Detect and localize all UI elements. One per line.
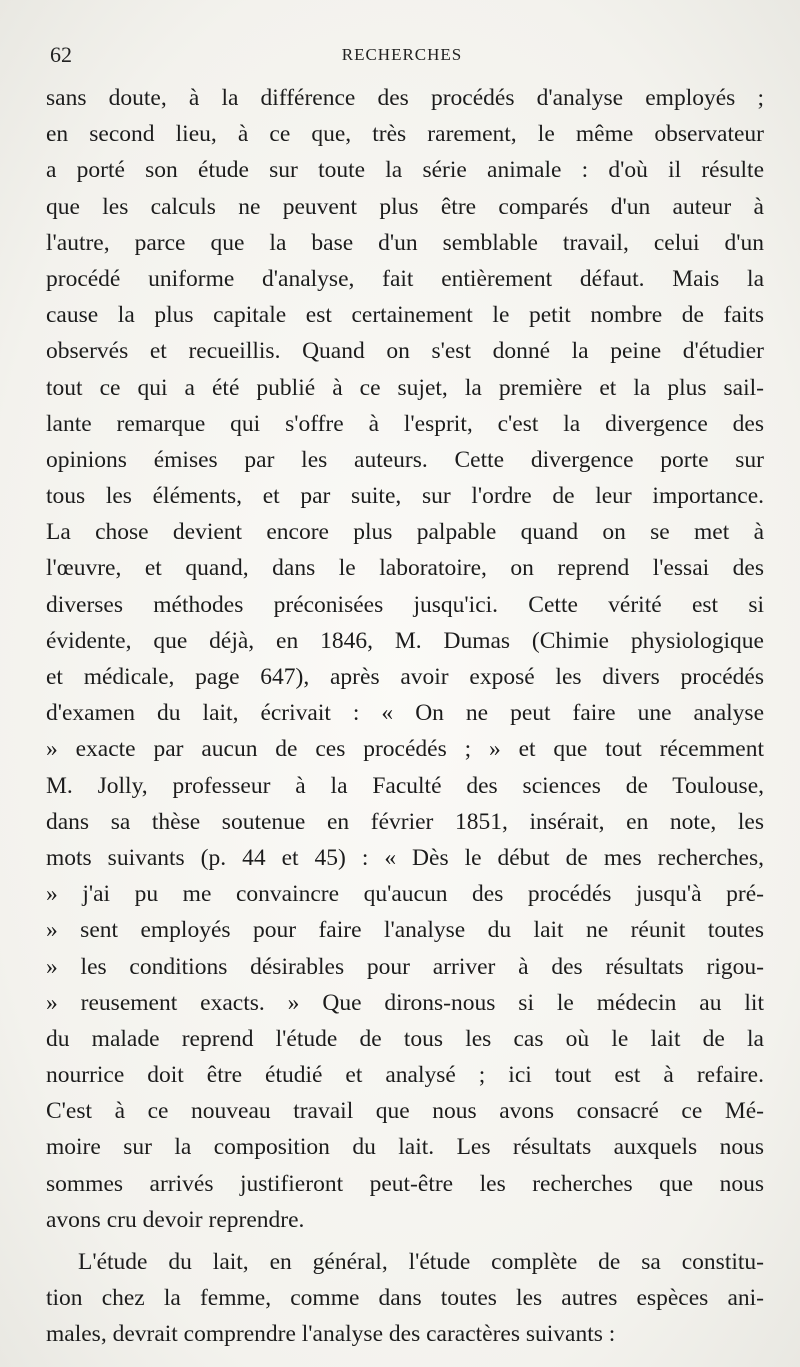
text-line: » sent employés pour faire l'analyse du lait ne réunit toutes bbox=[46, 917, 764, 944]
text-line: males, devrait comprendre l'analyse des caractères suivants : bbox=[46, 1321, 616, 1348]
text-line: cause la plus capitale est certainement le petit nombre de faits bbox=[46, 302, 764, 329]
text-line: opinions émises par les auteurs. Cette divergence porte sur bbox=[46, 446, 764, 473]
paragraph-1 bbox=[46, 80, 764, 1238]
text-line: en second lieu, à ce que, très rarement, le même observateur bbox=[46, 121, 764, 148]
text-line: et médicale, page 647), après avoir exposé les divers procédés bbox=[46, 664, 764, 690]
text-line: évidente, que déjà, en 1846, M. Dumas (Chimie physiologique bbox=[46, 627, 764, 654]
text-line: L'étude du lait, en général, l'étude complète de sa constitu- bbox=[78, 1249, 764, 1275]
text-line: dans sa thèse soutenue en février 1851, insérait, en note, les bbox=[46, 808, 764, 835]
text-line: tout ce qui a été publié à ce sujet, la première et la plus sail- bbox=[46, 374, 764, 401]
page-number: 62 bbox=[50, 42, 72, 67]
text-line: que les calculs ne peuvent plus être comparés d'un auteur à bbox=[46, 193, 764, 220]
body-text bbox=[46, 80, 764, 1353]
text-line: sans doute, à la différence des procédés d'analyse employés ; bbox=[46, 85, 764, 111]
text-line: nourrice doit être étudié et analysé ; ici tout est à refaire. bbox=[46, 1062, 764, 1089]
text-line: l'autre, parce que la base d'un semblable travail, celui d'un bbox=[46, 229, 764, 256]
text-line: lante remarque qui s'offre à l'esprit, c'est la divergence des bbox=[46, 410, 764, 437]
text-line: moire sur la composition du lait. Les résultats auxquels nous bbox=[46, 1134, 764, 1161]
text-line: diverses méthodes préconisées jusqu'ici. Cette vérité est si bbox=[46, 591, 764, 618]
text-line: tous les éléments, et par suite, sur l'ordre de leur importance. bbox=[46, 483, 764, 510]
text-line: La chose devient encore plus palpable quand on se met à bbox=[46, 519, 764, 546]
text-line: avons cru devoir reprendre. bbox=[46, 1206, 305, 1233]
text-line: du malade reprend l'étude de tous les cas où le lait de la bbox=[46, 1025, 764, 1052]
text-line: M. Jolly, professeur à la Faculté des sciences de Toulouse, bbox=[46, 772, 764, 799]
paragraph-2 bbox=[46, 1244, 764, 1353]
text-line: procédé uniforme d'analyse, fait entièrement défaut. Mais la bbox=[46, 265, 764, 292]
text-line: sommes arrivés justifieront peut-être les recherches que nous bbox=[46, 1170, 764, 1197]
text-line: a porté son étude sur toute la série animale : d'où il résulte bbox=[46, 157, 764, 184]
text-line: » exacte par aucun de ces procédés ; » et que tout récemment bbox=[46, 736, 764, 763]
page-header bbox=[44, 42, 760, 72]
text-line: l'œuvre, et quand, dans le laboratoire, on reprend l'essai des bbox=[46, 555, 764, 582]
text-line: d'examen du lait, écrivait : « On ne peut faire une analyse bbox=[46, 700, 764, 727]
text-line: C'est à ce nouveau travail que nous avons consacré ce Mé- bbox=[46, 1098, 764, 1125]
text-line: » j'ai pu me convaincre qu'aucun des procédés jusqu'à pré- bbox=[46, 881, 764, 908]
text-line: observés et recueillis. Quand on s'est donné la peine d'étudier bbox=[46, 338, 764, 365]
text-line: tion chez la femme, comme dans toutes les autres espèces ani- bbox=[46, 1285, 764, 1312]
running-title: RECHERCHES bbox=[341, 45, 463, 64]
text-line: mots suivants (p. 44 et 45) : « Dès le début de mes recherches, bbox=[46, 844, 764, 871]
text-line: » reusement exacts. » Que dirons-nous si le médecin au lit bbox=[46, 989, 764, 1016]
text-line: » les conditions désirables pour arriver à des résultats rigou- bbox=[46, 953, 764, 980]
